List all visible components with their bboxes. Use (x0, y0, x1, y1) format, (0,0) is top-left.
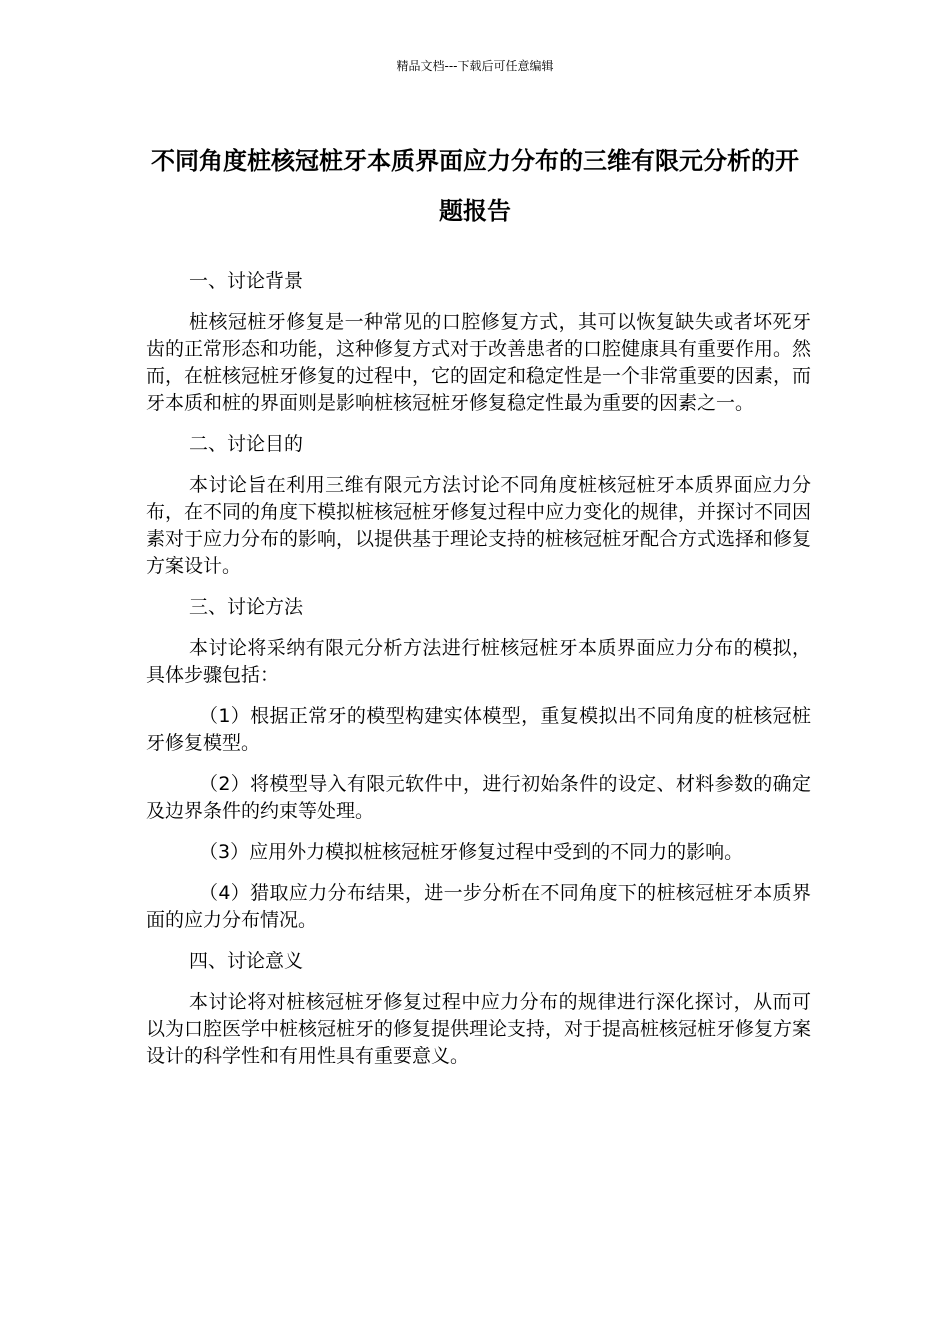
method-step: （4）猎取应力分布结果，进一步分析在不同角度下的桩核冠桩牙本质界面的应力分布情况。 (146, 882, 811, 931)
section-text-purpose: 本讨论旨在利用三维有限元方法讨论不同角度桩核冠桩牙本质界面应力分布，在不同的角度下模拟桩核冠桩牙修复过程中应力变化的规律，并探讨不同因素对于应力分布的影响，以提供基于理论支持的桩核冠桩牙配合方式选择和修复方案设计。 (146, 474, 812, 577)
method-step: （3）应用外力模拟桩核冠桩牙修复过程中受到的不同力的影响。 (199, 841, 744, 863)
section-text-background: 桩核冠桩牙修复是一种常见的口腔修复方式，其可以恢复缺失或者坏死牙齿的正常形态和功能，这种修复方式对于改善患者的口腔健康具有重要作用。然而，在桩核冠桩牙修复的过程中，它的固定和稳定性是一个非常重要的因素，而牙本质和桩的界面则是影响桩核冠桩牙修复稳定性最为重要的因素之一。 (146, 311, 812, 414)
section-text-method: 本讨论将采纳有限元分析方法进行桩核冠桩牙本质界面应力分布的模拟，具体步骤包括： (146, 637, 811, 686)
section-heading-background: 一、讨论背景 (189, 270, 304, 292)
method-step: （2）将模型导入有限元软件中，进行初始条件的设定、材料参数的确定及边界条件的约束等处理。 (146, 773, 811, 822)
section-text-significance: 本讨论将对桩核冠桩牙修复过程中应力分布的规律进行深化探讨，从而可以为口腔医学中桩核冠桩牙的修复提供理论支持，对于提高桩核冠桩牙修复方案设计的科学性和有用性具有重要意义。 (146, 991, 812, 1067)
document-title: 不同角度桩核冠桩牙本质界面应力分布的三维有限元分析的开题报告 (151, 147, 799, 225)
document-body (146, 268, 811, 1084)
section-heading-purpose: 二、讨论目的 (189, 433, 304, 455)
method-step: （1）根据正常牙的模型构建实体模型，重复模拟出不同角度的桩核冠桩牙修复模型。 (146, 705, 811, 754)
header-note: 精品文档---下载后可任意编辑 (396, 59, 554, 73)
section-heading-significance: 四、讨论意义 (189, 950, 304, 972)
section-heading-method: 三、讨论方法 (189, 596, 304, 618)
